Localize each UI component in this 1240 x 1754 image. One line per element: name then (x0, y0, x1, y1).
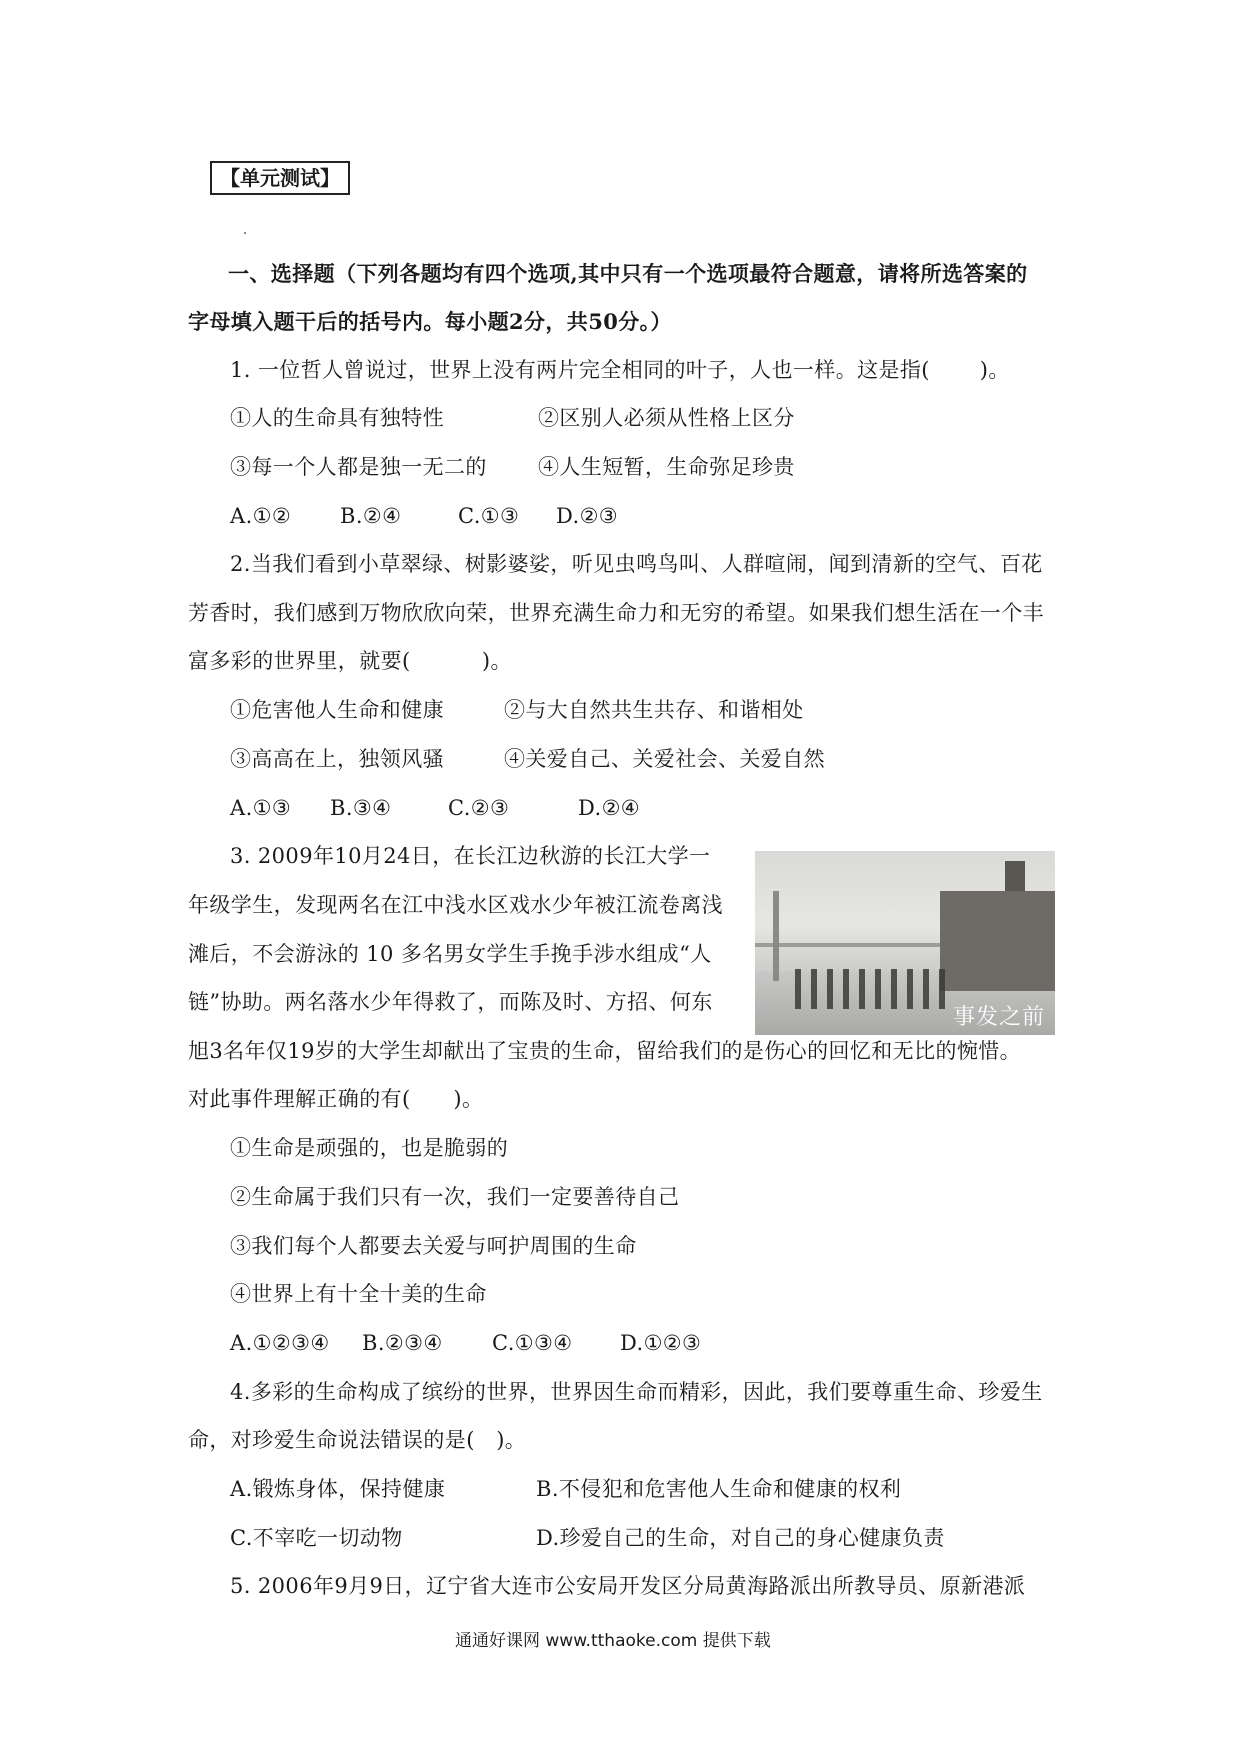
q4-option-a: A.锻炼身体，保持健康 (230, 1477, 446, 1501)
scan-dot (244, 232, 246, 234)
q3-stem-line4: 链”协助。两名落水少年得救了，而陈及时、方招、何东 (188, 990, 713, 1014)
q3-option-4: ④世界上有十全十美的生命 (230, 1282, 487, 1306)
photo-bridge (755, 943, 945, 947)
q3-choice-b: B.②③④ (362, 1331, 443, 1355)
q3-stem-line3: 滩后，不会游泳的 10 多名男女学生手挽手涉水组成“人 (188, 942, 712, 966)
q1-option-4: ④人生短暂，生命弥足珍贵 (538, 455, 795, 479)
q3-choice-a: A.①②③④ (230, 1331, 330, 1355)
photo-human-chain (795, 969, 945, 1009)
q1-choice-a: A.①② (230, 504, 292, 528)
photo-caption: 事发之前 (952, 1005, 1045, 1030)
q2-choice-b: B.③④ (330, 796, 392, 820)
q2-option-3: ③高高在上，独领风骚 (230, 747, 444, 771)
q2-option-2: ②与大自然共生共存、和谐相处 (504, 698, 804, 722)
q3-choice-c: C.①③④ (492, 1331, 573, 1355)
q1-option-1: ①人的生命具有独特性 (230, 406, 444, 430)
q2-choice-a: A.①③ (230, 796, 292, 820)
q3-option-3: ③我们每个人都要去关爱与呵护周围的生命 (230, 1234, 637, 1258)
q1-choice-b: B.②④ (340, 504, 402, 528)
q3-stem-line5: 旭3名年仅19岁的大学生却献出了宝贵的生命，留给我们的是伤心的回忆和无比的惋惜。 (188, 1039, 1022, 1063)
photo-bridge-tower (773, 891, 779, 981)
q1-option-2: ②区别人必须从性格上区分 (538, 406, 795, 430)
q4-stem-line2: 命，对珍爱生命说法错误的是( )。 (188, 1428, 527, 1452)
q2-stem-line3: 富多彩的世界里，就要( )。 (188, 649, 512, 673)
section-heading-line2: 字母填入题干后的括号内。每小题2分，共50分。） (188, 309, 672, 334)
section-heading-line1: 一、选择题（下列各题均有四个选项,其中只有一个选项最符合题意，请将所选答案的 (228, 261, 1028, 286)
q4-stem-line1: 4.多彩的生命构成了缤纷的世界，世界因生命而精彩，因此，我们要尊重生命、珍爱生 (230, 1380, 1043, 1404)
q2-choice-c: C.②③ (448, 796, 510, 820)
photo-building (940, 891, 1055, 991)
q1-stem: 1. 一位哲人曾说过，世界上没有两片完全相同的叶子，人也一样。这是指( )。 (230, 358, 1010, 382)
q3-option-1: ①生命是顽强的，也是脆弱的 (230, 1136, 509, 1160)
photo-building-top (1005, 861, 1025, 893)
q4-option-c: C.不宰吃一切动物 (230, 1526, 403, 1550)
q2-stem-line2: 芳香时，我们感到万物欣欣向荣，世界充满生命力和无穷的希望。如果我们想生活在一个丰 (188, 601, 1044, 625)
q3-stem-line6: 对此事件理解正确的有( )。 (188, 1087, 484, 1111)
q3-option-2: ②生命属于我们只有一次，我们一定要善待自己 (230, 1185, 680, 1209)
q2-stem-line1: 2.当我们看到小草翠绿、树影婆娑，听见虫鸣鸟叫、人群喧闹，闻到清新的空气、百花 (230, 552, 1043, 576)
q1-choice-d: D.②③ (556, 504, 619, 528)
q3-stem-line1: 3. 2009年10月24日，在长江边秋游的长江大学一 (230, 844, 711, 868)
river-rescue-photo (755, 851, 1055, 1035)
q2-choice-d: D.②④ (578, 796, 641, 820)
q3-choice-d: D.①②③ (620, 1331, 702, 1355)
q4-option-b: B.不侵犯和危害他人生命和健康的权利 (536, 1477, 902, 1501)
q4-option-d: D.珍爱自己的生命，对自己的身心健康负责 (536, 1526, 945, 1550)
q2-option-4: ④关爱自己、关爱社会、关爱自然 (504, 747, 825, 771)
q2-option-1: ①危害他人生命和健康 (230, 698, 444, 722)
q1-option-3: ③每一个人都是独一无二的 (230, 455, 487, 479)
page-footer: 通通好课网 www.tthaoke.com 提供下载 (455, 1631, 771, 1651)
q5-stem-line1: 5. 2006年9月9日，辽宁省大连市公安局开发区分局黄海路派出所教导员、原新港派 (230, 1574, 1026, 1598)
unit-title: 【单元测试】 (210, 161, 350, 195)
q1-choice-c: C.①③ (458, 504, 520, 528)
q3-stem-line2: 年级学生，发现两名在江中浅水区戏水少年被江流卷离浅 (188, 893, 723, 917)
